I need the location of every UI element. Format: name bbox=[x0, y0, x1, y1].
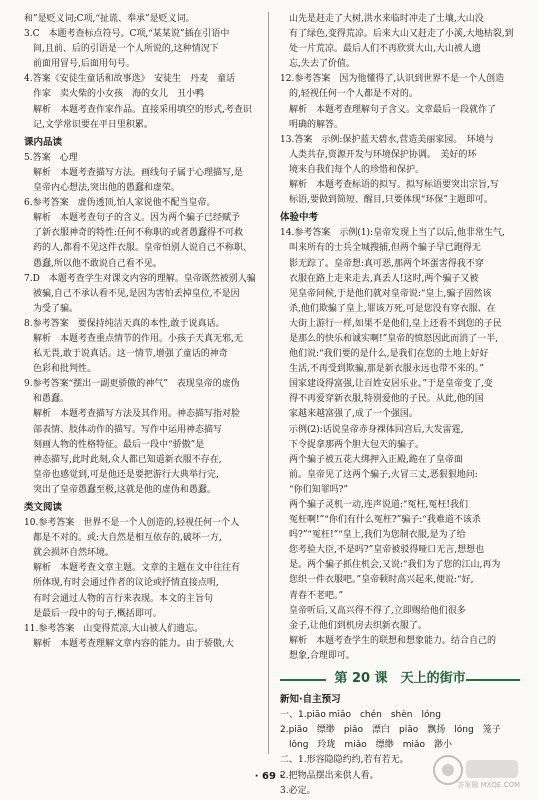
right-line: 叫来所有的士兵全城搜捕,但两个骗子早已跑得无 bbox=[289, 243, 481, 254]
right-line: 解析 本题考查标语的拟写。拟写标语要突出宗旨,写 bbox=[289, 180, 499, 191]
right-line: 有了绿色,变得荒凉。后来大山又赶走了小溪,大地枯裂,到 bbox=[289, 29, 514, 40]
left-line: 皇帝也感觉到,可是他还是要把游行大典举行完, bbox=[33, 469, 219, 480]
watermark-logo bbox=[428, 752, 524, 792]
left-line: 刻画人物的性格特征。最后一段中“骄傲”是 bbox=[33, 439, 205, 450]
section-heading: 课内品读 bbox=[24, 136, 63, 148]
left-line: 解析 本题考查理解文章内容的能力。由于骄傲,大 bbox=[33, 638, 234, 649]
right-line: 两个骗子被五花大绑押入正殿,跪在了皇帝面 bbox=[289, 454, 463, 465]
left-line: 11.参考答案 山变得荒凉,大山被人们遗忘。 bbox=[24, 623, 204, 634]
right-line: 14.参考答案 示例(1):皇帝发现上当了以后,他非常生气, bbox=[280, 228, 505, 239]
left-line: 3.C 本题考查标点符号。C项,“某某说”插在引语中 bbox=[24, 29, 230, 40]
right-line: “你们知罪吗?” bbox=[289, 484, 349, 495]
left-line: 部表情、肢体动作的描写。写作中运用神态描写 bbox=[33, 424, 223, 435]
left-line: 私无畏,敢于说真话。这一情节,增强了童话的神奇 bbox=[33, 349, 228, 360]
left-line: 愚蠢,所以他不敢说自己看不见。 bbox=[33, 258, 162, 269]
right-line: 山先是赶走了大树,洪水来临时冲走了土壤,大山没 bbox=[289, 14, 484, 24]
right-line: 的,轻视任何一个人都是不对的。 bbox=[289, 89, 418, 100]
left-line: 10.参考答案 世界不是一个人创造的,轻视任何一个人 bbox=[24, 518, 240, 529]
right-column bbox=[280, 12, 520, 799]
right-line: 2.把物品摆出来供人看。 bbox=[280, 770, 379, 781]
left-line: 7.D 本题考查学生对课文内容的理解。皇帝既然被别人骗 bbox=[24, 273, 256, 284]
left-line: 解析 本题考查作家作品。直接采用填空的形式,考查识 bbox=[33, 104, 252, 115]
right-line: 您织一件衣服吧。”皇帝顿时高兴起来,便说:“好, bbox=[289, 575, 474, 586]
right-line: 处一片荒凉。最后人们不再欣赏大山,大山被人遗 bbox=[289, 44, 481, 55]
section-heading: 体验中考 bbox=[280, 212, 319, 224]
left-line: 8.参考答案 要保持纯洁天真的本性,敢于说真话。 bbox=[24, 318, 225, 329]
left-line: 有时会通过人物的言行来表现。本文的主旨句 bbox=[33, 593, 214, 604]
right-line: 想象,合理即可。 bbox=[289, 650, 355, 661]
right-line: 13.答案 示例:保护蓝天碧水,营造美丽家园。 环境与 bbox=[280, 134, 494, 145]
right-line: 一、1.piāo miǎo chén shèn lóng bbox=[280, 710, 441, 721]
section-heading: 类文阅读 bbox=[24, 502, 63, 513]
left-line: 解析 本题考查文章主题。文章的主题在文中往往有 bbox=[33, 563, 241, 574]
lesson-title: 第 20 课 天上的街市 bbox=[326, 671, 473, 686]
left-line: 记,文学常识要在平日里积累。 bbox=[33, 119, 153, 130]
left-line: 所体现,有时会通过作者的议论或抒情直接点明, bbox=[33, 578, 219, 589]
right-line: 杀,他们欺骗了皇上,罪该万死,可是您没有穿衣服、在 bbox=[289, 303, 496, 314]
left-line: 药的人,都看不见这件衣服。皇帝怕别人说自己不称职、 bbox=[33, 243, 252, 254]
right-line: 解析 本题考查理解句子含义。文章最后一段就作了 bbox=[289, 104, 497, 115]
right-line: 国家建设得富强,让百姓安居乐业。”于是皇帝变了,变 bbox=[289, 379, 493, 390]
right-line: 忘,失去了价值。 bbox=[289, 59, 355, 70]
section-heading: 新知·自主预习 bbox=[280, 694, 341, 706]
left-line: 为受了骗。 bbox=[33, 303, 79, 314]
left-line: 了新衣服神奇的特性:任何不称职的或者愚蠢得不可救 bbox=[33, 228, 244, 239]
right-line: 12.参考答案 因为他懂得了,认识到世界不是一个人创造 bbox=[280, 74, 505, 85]
left-line: 解析 本题考查描写方法。画线句子属于心理描写,是 bbox=[33, 167, 243, 178]
left-line: 被骗,自己不承认看不见,是因为害怕丢掉皇位,不是因 bbox=[33, 288, 240, 299]
left-line: 皇帝内心想法,突出他的愚蠢和虚荣。 bbox=[33, 183, 180, 194]
right-line: 境来自我们每个人的珍惜和保护。 bbox=[289, 164, 425, 175]
left-line: 突出了皇帝愚蠢至极,这就是他的虚伪和愚蠢。 bbox=[33, 484, 216, 495]
right-line: 他们说:“我们要的是什么,是我们在您的土地上好好 bbox=[289, 349, 489, 360]
left-line: 解析 本题考查描写方法及其作用。神态描写指对脸 bbox=[33, 409, 241, 420]
left-line: 就会损坏自然环境。 bbox=[33, 548, 115, 559]
right-line: 衣服在路上走来走去,真丢人!这时,两个骗子又被 bbox=[289, 273, 479, 284]
left-line: 和愚蠢。 bbox=[33, 394, 70, 405]
left-line: 是最后一段中的句子,概括即可。 bbox=[33, 608, 162, 619]
right-line: 明确的解答。 bbox=[289, 119, 344, 130]
right-line: 标语,要做到简短、醒目,只要体现“环保”主题即可。 bbox=[289, 195, 493, 206]
right-line: 大街上游行一样,如果不是他们,皇上还看不到您的子民 bbox=[289, 318, 502, 329]
right-line: 示例(2):话说皇帝赤身裸体回宫后,大发雷霆, bbox=[289, 424, 464, 435]
left-line: 5.答案 心理 bbox=[24, 152, 78, 163]
left-line: 前面用冒号,后面用句号。 bbox=[33, 59, 135, 70]
lesson-title-bar bbox=[280, 670, 520, 688]
right-line: 人类共存,资源开发与环境保护协调。 美好的环 bbox=[289, 149, 477, 160]
right-line: 是那么的快乐和诚实啊!”皇帝的愤怒因此而消了一半, bbox=[289, 333, 499, 344]
column-divider bbox=[268, 12, 269, 754]
left-line: 作家 卖火柴的小女孩 海的女儿 丑小鸭 bbox=[33, 89, 205, 100]
right-line: 生活,不再受到欺骗,那是新衣服永远也带不来的。” bbox=[289, 364, 484, 375]
right-line: 吗?”“冤枉!”“皇上,我们为您制衣服,是为了给 bbox=[289, 530, 466, 541]
left-column bbox=[24, 12, 260, 652]
left-line: 色彩和批判性。 bbox=[33, 364, 97, 375]
left-line: 神态描写,此时此刻,众人都已知道新衣服不存在, bbox=[33, 454, 222, 465]
right-line: 金子,让他们到机房去织新衣服了。 bbox=[289, 620, 427, 631]
left-line: 都是不对的。或:大自然是相互依存的,破坏一方, bbox=[33, 533, 222, 544]
right-line: 得不再爱穿新衣服,特别爱他的子民。从此,他的国 bbox=[289, 394, 484, 405]
right-line: 家越来越富强了,成了一个强国。 bbox=[289, 409, 418, 420]
right-line: 下令捉拿那两个胆大包天的骗子。 bbox=[289, 439, 425, 450]
right-line: 青春不老吧。” bbox=[289, 590, 344, 601]
right-line: 您考验大臣,不是吗?”皇帝被驳得哑口无言,想想也 bbox=[289, 545, 485, 556]
title-rule-right bbox=[466, 679, 520, 681]
right-line: 二、1.形容隐隐约约,若有若无。 bbox=[280, 755, 409, 766]
left-line: 9.参考答案“摆出一副更骄傲的神气” 表现皇帝的虚伪 bbox=[24, 379, 240, 390]
watermark-text: 答案圈 MXQE.COM bbox=[457, 781, 520, 789]
right-line: 是。两个骗子抓住机会,又说:“我们为了您的江山,再为 bbox=[289, 560, 501, 571]
right-line: 解析 本题考查学生的联想和想象能力。结合自己的 bbox=[289, 635, 497, 646]
left-line: 解析 本题考查重点情节的作用。小孩子天真无邪,无 bbox=[33, 333, 243, 344]
right-line: 2.piāo 缥缈 piǎo 漂白 piāo 飘扬 lóng 笼子 bbox=[280, 725, 501, 736]
right-line: 两个骗子灵机一动,连声说道:“冤枉,冤枉!我们 bbox=[289, 500, 468, 510]
right-line: 皇帝听后,又高兴得不得了,立即赐给他们很多 bbox=[289, 605, 466, 616]
page-number: · 69 · bbox=[254, 771, 284, 782]
left-line: 和”是贬义词;C项,“扯谎、奉承”是贬义词。 bbox=[24, 14, 195, 24]
left-line: 间,且前、后的引语是一个人所说的,这种情况下 bbox=[33, 44, 219, 55]
right-line: 影无踪了。皇帝想:真可恶,那两个坏蛋害得我不穿 bbox=[289, 258, 484, 269]
right-line: lǒng 玲珑 miǎo 缥缈 miǎo 渺小 bbox=[289, 740, 453, 751]
right-line: 前。皇帝见了这两个骗子,火冒三丈,恶狠狠地问: bbox=[289, 469, 478, 480]
left-line: 解析 本题考查句子的含义。因为两个骗子已经赋予 bbox=[33, 213, 241, 224]
left-line: 6.参考答案 虚伪透顶,怕人家说他不配当皇帝。 bbox=[24, 198, 216, 209]
left-line: 4.答案《安徒生童话和故事选》 安徒生 丹麦 童话 bbox=[24, 74, 236, 85]
right-line: 冤枉啊!”“你们有什么冤枉?”骗子:“我难道不该杀 bbox=[289, 515, 481, 526]
right-line: 见皇帝问候,于是他们就对皇帝说:“皇上,骗子固然该 bbox=[289, 288, 492, 299]
right-line: 3.必定。 bbox=[280, 785, 316, 796]
